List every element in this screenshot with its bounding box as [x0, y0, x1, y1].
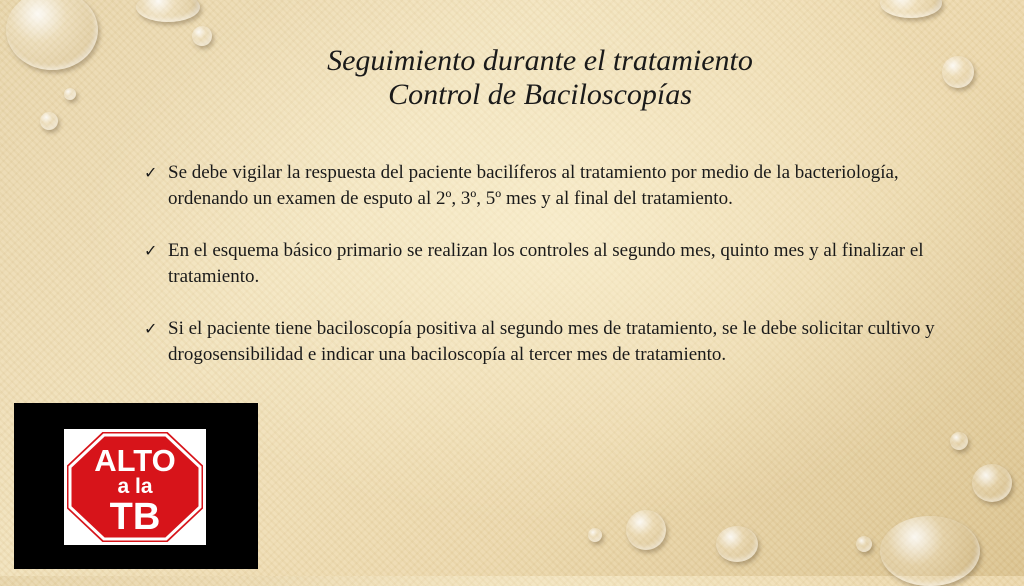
checkmark-icon: ✓ [144, 319, 158, 338]
logo-text-a-la: a la [117, 475, 153, 498]
water-drop-decoration [972, 464, 1012, 502]
water-drop-decoration [942, 56, 974, 88]
bullet-item [144, 238, 944, 290]
slide-title-line-1: Seguimiento durante el tratamiento [327, 44, 753, 77]
water-drop-decoration [64, 88, 76, 100]
alto-tb-logo [64, 429, 206, 545]
water-drop-decoration [950, 432, 968, 450]
water-drop-decoration [192, 26, 212, 46]
alto-tb-logo-frame [14, 403, 258, 569]
water-drop-decoration [626, 510, 666, 550]
checkmark-icon: ✓ [144, 163, 158, 182]
bullet-item [144, 316, 944, 368]
water-drop-decoration [136, 0, 200, 22]
water-drop-decoration [716, 526, 758, 562]
water-drop-decoration [40, 112, 58, 130]
bullet-text: Si el paciente tiene baciloscopía positiva al segundo mes de tratamiento, se le debe solicitar cultivo y drogosensibilidad e indicar una baciloscopía al tercer mes de tratamiento. [168, 318, 935, 365]
water-drop-decoration [588, 528, 602, 542]
slide-title-line-2: Control de Baciloscopías [388, 78, 692, 111]
logo-text-tb: TB [109, 496, 161, 538]
bullet-item [144, 160, 944, 212]
logo-text-alto: ALTO [94, 443, 176, 478]
bullet-list [144, 160, 944, 394]
water-drop-decoration [6, 0, 98, 70]
water-drop-decoration [880, 0, 942, 18]
slide-title [240, 44, 840, 112]
water-drop-decoration [856, 536, 872, 552]
stop-sign-icon [64, 429, 206, 545]
checkmark-icon: ✓ [144, 241, 158, 260]
bullet-text: Se debe vigilar la respuesta del paciente bacilíferos al tratamiento por medio de la bacteriología, ordenando un examen de esputo al 2º, 3º, 5º mes y al final del tratamiento. [168, 162, 899, 209]
bullet-text: En el esquema básico primario se realizan los controles al segundo mes, quinto mes y al finalizar el tratamiento. [168, 240, 924, 287]
